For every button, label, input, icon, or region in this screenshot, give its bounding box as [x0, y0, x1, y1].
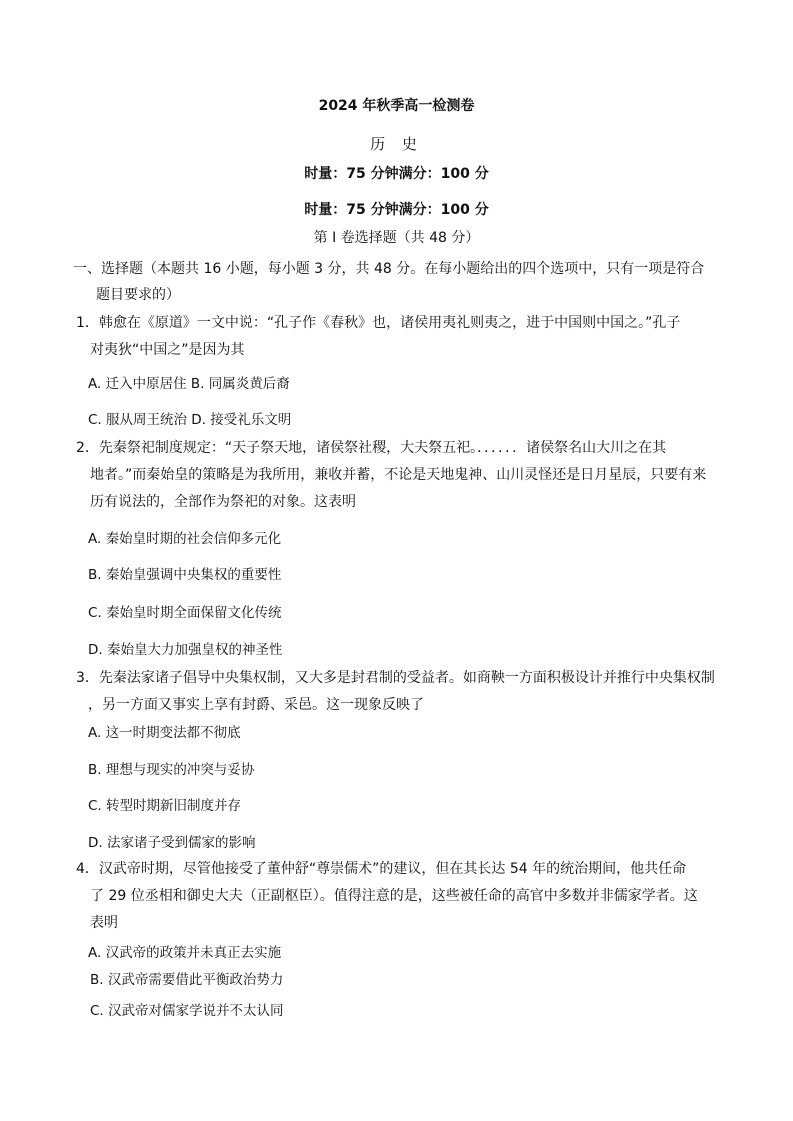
question-4-line-3: 表明	[90, 915, 118, 931]
question-4-line-2: 了 29 位丞相和御史大夫（正副枢臣）。值得注意的是，这些被任命的高官中多数并非儒家学者。这	[90, 888, 698, 904]
question-1-options-cd[interactable]: C. 服从周王统治 D. 接受礼乐文明	[88, 412, 292, 428]
instructions-line-1: 一、选择题（本题共 16 小题，每小题 3 分，共 48 分。在每小题给出的四个选项中，只有一项是符合	[73, 261, 705, 277]
question-2-line-2: 地者。”而秦始皇的策略是为我所用，兼收并蓄，不论是天地鬼神、山川灵怪还是日月星辰，只要有来	[90, 467, 707, 483]
instructions-line-2: 题目要求的）	[96, 287, 180, 303]
question-1-line-2: 对夷狄“中国之”是因为其	[90, 342, 245, 358]
question-4-option-a[interactable]: A. 汉武帝的政策并未真正去实施	[88, 945, 282, 961]
question-3-line-1: 3．先秦法家诸子倡导中央集权制，又大多是封君制的受益者。如商鞅一方面积极设计并推行中央集权制	[76, 670, 715, 686]
question-3-option-b[interactable]: B. 理想与现实的冲突与妥协	[88, 762, 255, 778]
exam-meta-2: 时量：75 分钟满分：100 分	[304, 202, 489, 218]
question-2-option-d[interactable]: D. 秦始皇大力加强皇权的神圣性	[88, 642, 283, 658]
question-2-line-1: 2．先秦祭祀制度规定：“天子祭天地，诸侯祭社稷，大夫祭五祀。．．．．．．诸侯祭名山大川之在其	[76, 440, 667, 456]
question-4-option-b[interactable]: B. 汉武帝需要借此平衡政治势力	[90, 972, 284, 988]
question-4-line-1: 4．汉武帝时期，尽管他接受了董仲舒“尊崇儒术”的建议，但在其长达 54 年的统治期间，他共任命	[76, 861, 687, 877]
section-title: 第 I 卷选择题（共 48 分）	[313, 230, 480, 246]
exam-meta-1: 时量：75 分钟满分：100 分	[304, 166, 489, 182]
question-1-options-ab[interactable]: A. 迁入中原居住 B. 同属炎黄后裔	[88, 376, 290, 392]
question-2-option-b[interactable]: B. 秦始皇强调中央集权的重要性	[88, 567, 282, 583]
question-3-option-c[interactable]: C. 转型时期新旧制度并存	[88, 798, 242, 814]
question-2-option-c[interactable]: C. 秦始皇时期全面保留文化传统	[88, 605, 282, 621]
exam-title: 2024 年秋季高一检测卷	[318, 98, 475, 114]
question-3-option-a[interactable]: A. 这一时期变法都不彻底	[88, 725, 241, 741]
question-4-option-c[interactable]: C. 汉武帝对儒家学说并不太认同	[90, 1003, 284, 1019]
question-2-line-3: 历有说法的，全部作为祭祀的对象。这表明	[90, 494, 356, 510]
question-1-line-1: 1．韩愈在《原道》一文中说：“孔子作《春秋》也，诸侯用夷礼则夷之，进于中国则中国之。”孔子	[76, 315, 681, 331]
question-2-option-a[interactable]: A. 秦始皇时期的社会信仰多元化	[88, 531, 282, 547]
question-3-line-2: ，另一方面又事实上享有封爵、采邑。这一现象反映了	[88, 697, 424, 713]
question-3-option-d[interactable]: D. 法家诸子受到儒家的影响	[88, 835, 256, 851]
subject-title: 历 史	[370, 135, 423, 153]
